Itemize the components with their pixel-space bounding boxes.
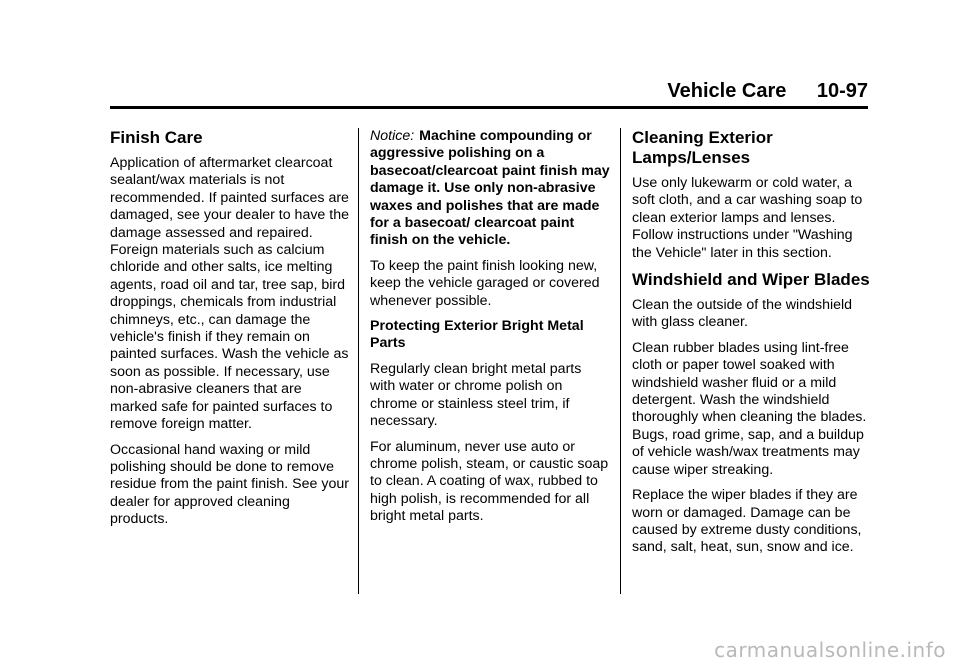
subheading-bright-metal: Protecting Exterior Bright Metal Parts <box>370 318 584 352</box>
header-rule <box>110 106 868 109</box>
notice-text: Machine compounding or aggressive polishing on a basecoat/clearcoat paint finish may damage it. Use only non-abrasive waxes and polishes that are made for a basecoat/ clearcoat paint finish on the vehicle. <box>370 128 610 249</box>
heading-cleaning-lamps: Cleaning Exterior Lamps/Lenses <box>632 128 773 167</box>
page-header <box>110 80 868 104</box>
paragraph: To keep the paint finish looking new, keep the vehicle garaged or covered whenever possible. <box>370 257 600 309</box>
notice-block <box>370 128 610 250</box>
heading-windshield-wipers: Windshield and Wiper Blades <box>632 270 870 290</box>
heading-finish-care: Finish Care <box>110 128 203 147</box>
paragraph: Use only lukewarm or cold water, a soft cloth, and a car washing soap to clean exterior lamps and lenses. Follow instructions under "Washing the Vehicle" later in this section. <box>632 175 863 261</box>
column-3 <box>632 128 872 565</box>
paragraph: Application of aftermarket clearcoat sealant/wax materials is not recommended. If painted surfaces are damaged, see your dealer to have the damage assessed and repaired. Foreign materials such as calcium chloride and other salts, ice melting agents, road oil and tar, tree sap, bird droppings, chemicals from industrial chimneys, etc., can damage the vehicle's finish if they remain on painted surfaces. Wash the vehicle as soon as possible. If necessary, use non-abrasive cleaners that are marked safe for painted surfaces to remove foreign matter. <box>110 155 349 433</box>
paragraph: For aluminum, never use auto or chrome polish, steam, or caustic soap to clean. A coating of wax, rubbed to high polish, is recommended for all bright metal parts. <box>370 438 609 525</box>
page-number: 10-97 <box>816 80 868 102</box>
column-divider <box>620 128 621 594</box>
paragraph: Clean the outside of the windshield with glass cleaner. <box>632 297 853 331</box>
notice-label: Notice: <box>370 128 415 144</box>
paragraph: Occasional hand waxing or mild polishing should be done to remove residue from the paint finish. See your dealer for approved cleaning products. <box>110 441 349 528</box>
column-divider <box>358 128 359 594</box>
paragraph: Replace the wiper blades if they are worn or damaged. Damage can be caused by extreme dusty conditions, sand, salt, heat, sun, snow and ice. <box>632 487 862 556</box>
watermark: carmanualsonline.info <box>714 638 946 662</box>
column-1 <box>110 128 350 537</box>
paragraph: Clean rubber blades using lint-free cloth or paper towel soaked with windshield washer fluid or a mild detergent. Wash the windshield thoroughly when cleaning the blades. Bugs, road grime, sap, and a buildup of vehicle wash/wax treatments may cause wiper streaking. <box>632 339 867 478</box>
column-2 <box>370 128 610 534</box>
section-title: Vehicle Care <box>667 80 787 102</box>
paragraph: Regularly clean bright metal parts with water or chrome polish on chrome or stainless steel trim, if necessary. <box>370 360 582 430</box>
